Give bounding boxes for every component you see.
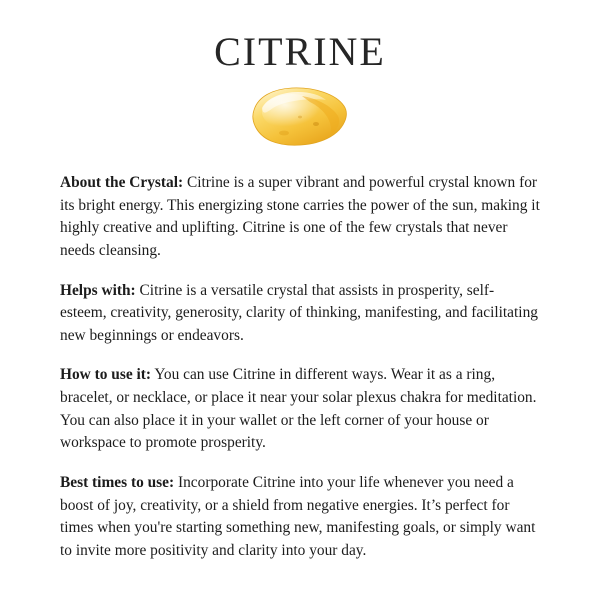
section-body: Citrine is a super vibrant and powerful crystal known for its bright energy. This energizing stone carries the power of the sun, making it highly creative and uplifting. Citrine is one of the few crystals that never needs cleansing. xyxy=(60,174,540,259)
section-helps-with xyxy=(60,280,540,348)
section-about-the-crystal xyxy=(60,172,540,263)
section-lead: Helps with: xyxy=(60,281,136,299)
crystal-speck xyxy=(298,116,302,119)
crystal-image-container xyxy=(60,82,540,154)
section-how-to-use-it xyxy=(60,364,540,455)
section-best-times-to-use xyxy=(60,472,540,563)
section-body: Citrine is a versatile crystal that assists in prosperity, self-esteem, creativity, generosity, clarity of thinking, manifesting, and facilitating new beginnings or endeavors. xyxy=(60,281,538,344)
section-body: You can use Citrine in different ways. Wear it as a ring, bracelet, or necklace, or place it near your solar plexus chakra for meditation. You can also place it in your wallet or the left corner of your house or workspace to promote prosperity. xyxy=(60,366,537,452)
crystal-speck xyxy=(279,131,289,136)
section-lead: How to use it: xyxy=(60,366,152,384)
section-lead: Best times to use: xyxy=(60,474,175,492)
section-lead: About the Crystal: xyxy=(60,174,184,191)
section-body: Incorporate Citrine into your life whenever you need a boost of joy, creativity, or a shield from negative energies. It’s perfect for times when you're starting something new, manifesting goals, or simply want to invite more positivity and clarity into your day. xyxy=(60,474,536,559)
crystal-speck xyxy=(313,122,319,126)
citrine-crystal-image xyxy=(240,84,360,152)
page-title: CITRINE xyxy=(214,29,386,74)
crystal-description xyxy=(60,172,540,563)
